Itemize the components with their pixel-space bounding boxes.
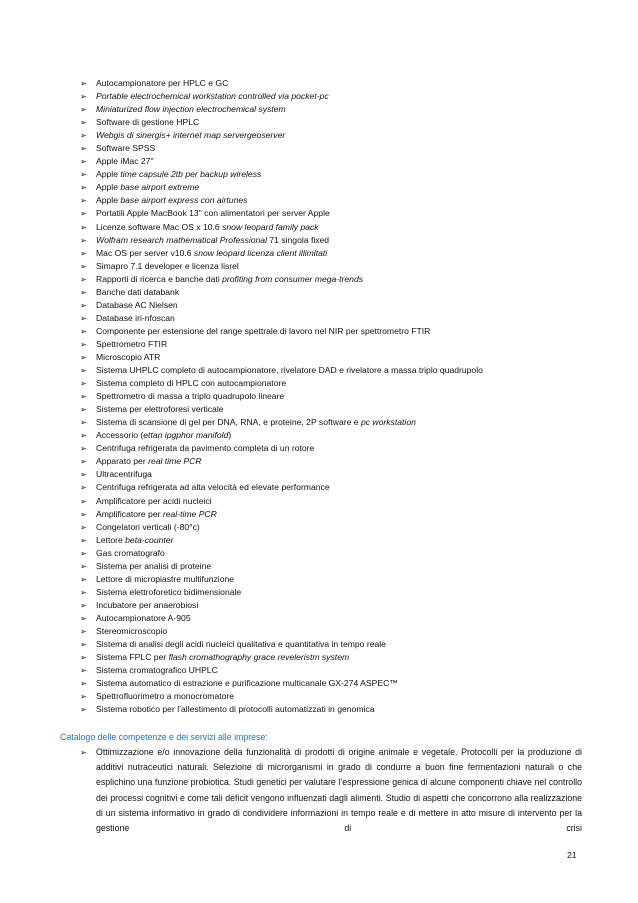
list-item-text: profiting from consumer mega-trends — [222, 273, 364, 284]
list-item — [80, 325, 580, 338]
list-item-text: Miniaturized flow injection electrochemical system — [96, 104, 286, 115]
list-item-text: Sistema per elettroforesi verticale — [96, 404, 224, 415]
list-item — [80, 651, 580, 664]
list-item-text: Software di gestione HPLC — [96, 117, 200, 128]
arrow-bullet-icon: ➢ — [80, 326, 87, 336]
list-item — [80, 560, 580, 573]
list-item-text: Software SPSS — [96, 143, 156, 154]
arrow-bullet-icon: ➢ — [80, 640, 87, 650]
list-item-text: time capsule 2tb per backup wireless — [120, 169, 262, 180]
arrow-bullet-icon: ➢ — [80, 144, 87, 154]
list-item — [80, 416, 580, 429]
list-item — [80, 194, 580, 207]
arrow-bullet-icon: ➢ — [80, 313, 87, 323]
paragraph-text: Ottimizzazione e/o innovazione della funzionalità di prodotti di origine animale e vegetale. Protocolli per la produzione di additivi nutraceutici naturali. Selezione di microrganismi in grado di condurre a buon fine fermentazioni naturali o che esplichino una funzione probiotica. Studi genetici per valutare l’espressione genica di alcune componenti chiave nel controllo dei processi cognitivi e come tali deficit vengono influenzati dagli alimenti. Studio di aspetti che concorrono alla realizzazione di un sistema informativo in grado di condividere informazioni in tempo reale e di mettere in atto misure di intervento per la gestione di crisi — [96, 747, 582, 834]
page-number: 21 — [567, 850, 577, 860]
list-item-text: Sistema cromatografico UHPLC — [96, 665, 218, 676]
arrow-bullet-icon: ➢ — [80, 235, 87, 245]
arrow-bullet-icon: ➢ — [80, 287, 87, 297]
arrow-bullet-icon: ➢ — [80, 261, 87, 271]
arrow-bullet-icon: ➢ — [80, 444, 87, 454]
list-item-text: Sistema robotico per l’allestimento di protocolli automatizzati in genomica — [96, 704, 375, 715]
list-item-text: Rapporti di ricerca e banche dati — [96, 273, 223, 284]
list-item-text: Centrifuga refrigerata da pavimento completa di un rotore — [96, 443, 315, 454]
arrow-bullet-icon: ➢ — [80, 274, 87, 284]
arrow-bullet-icon: ➢ — [80, 248, 87, 258]
list-item-text: Apple — [96, 182, 121, 193]
list-item — [80, 690, 580, 703]
list-item-text: pc workstation — [360, 417, 416, 428]
arrow-bullet-icon: ➢ — [80, 352, 87, 362]
list-item — [80, 599, 580, 612]
list-item — [80, 625, 580, 638]
arrow-bullet-icon: ➢ — [80, 522, 87, 532]
arrow-bullet-icon: ➢ — [80, 509, 87, 519]
list-item — [80, 168, 580, 181]
list-item-text: Apple — [96, 195, 121, 206]
list-item-text: Autocampionatore A-905 — [96, 612, 191, 623]
list-item-text: Lettore di micropiastre multifunzione — [96, 573, 235, 584]
list-item — [80, 495, 580, 508]
list-item — [80, 455, 580, 468]
list-item-text: Sistema automatico di estrazione e purificazione multicanale GX-274 ASPEC™ — [96, 678, 398, 689]
list-item — [80, 534, 580, 547]
arrow-bullet-icon: ➢ — [80, 535, 87, 545]
list-item-text: Ultracentrifuga — [96, 469, 152, 480]
arrow-bullet-icon: ➢ — [80, 653, 87, 663]
list-item — [80, 299, 580, 312]
arrow-bullet-icon: ➢ — [80, 209, 87, 219]
list-item-text: Sistema FPLC per — [96, 652, 169, 663]
arrow-bullet-icon: ➢ — [80, 339, 87, 349]
list-item — [80, 351, 580, 364]
arrow-bullet-icon: ➢ — [80, 157, 87, 167]
list-item-text: ) — [228, 430, 232, 441]
list-item-text: Database AC Nielsen — [96, 299, 178, 310]
list-item-text: Apple iMac 27" — [96, 156, 154, 167]
list-item — [80, 508, 580, 521]
list-item-text: Gas cromatografo — [96, 547, 165, 558]
list-item — [80, 390, 580, 403]
arrow-bullet-icon: ➢ — [80, 300, 87, 310]
list-item-text: Webgis di sinergis+ internet map servergeoserver — [96, 130, 286, 141]
list-item — [80, 312, 580, 325]
section-title: Catalogo delle competenze e dei servizi alle imprese: — [60, 732, 268, 742]
arrow-bullet-icon: ➢ — [80, 379, 87, 389]
list-item-text: Sistema per analisi di proteine — [96, 560, 212, 571]
list-item-text: Accessorio ( — [96, 430, 144, 441]
list-item-text: Simapro 7.1 developer e licenza lisrel — [96, 260, 239, 271]
list-item — [80, 129, 580, 142]
list-item — [80, 521, 580, 534]
list-item — [80, 612, 580, 625]
list-item — [80, 207, 580, 220]
list-item — [80, 338, 580, 351]
list-item-text: ettan ipgphor manifold — [143, 430, 229, 441]
list-item — [80, 638, 580, 651]
arrow-bullet-icon: ➢ — [80, 600, 87, 610]
list-item-text: Sistema completo di HPLC con autocampionatore — [96, 378, 287, 389]
arrow-bullet-icon: ➢ — [80, 679, 87, 689]
equipment-list — [80, 77, 580, 716]
list-item — [80, 703, 580, 716]
list-item-text: beta-counter — [125, 534, 174, 545]
arrow-bullet-icon: ➢ — [80, 748, 87, 757]
list-item-text: flash cromathography grace reveleristm system — [168, 652, 350, 663]
list-item — [80, 429, 580, 442]
arrow-bullet-icon: ➢ — [80, 222, 87, 232]
arrow-bullet-icon: ➢ — [80, 483, 87, 493]
arrow-bullet-icon: ➢ — [80, 692, 87, 702]
arrow-bullet-icon: ➢ — [80, 666, 87, 676]
list-item — [80, 247, 580, 260]
arrow-bullet-icon: ➢ — [80, 496, 87, 506]
arrow-bullet-icon: ➢ — [80, 626, 87, 636]
list-item-text: Apple — [96, 169, 121, 180]
list-item — [80, 142, 580, 155]
list-item — [80, 77, 580, 90]
arrow-bullet-icon: ➢ — [80, 183, 87, 193]
list-item — [80, 547, 580, 560]
list-item — [80, 468, 580, 481]
arrow-bullet-icon: ➢ — [80, 613, 87, 623]
list-item-text: Sistema di analisi degli acidi nucleici qualitativa e quantitativa in tempo reale — [96, 639, 386, 650]
arrow-bullet-icon: ➢ — [80, 118, 87, 128]
list-item — [80, 586, 580, 599]
list-item — [80, 103, 580, 116]
list-item-text: Stereomicroscopio — [96, 625, 168, 636]
arrow-bullet-icon: ➢ — [80, 574, 87, 584]
arrow-bullet-icon: ➢ — [80, 196, 87, 206]
list-item-text: Sistema di scansione di gel per DNA, RNA, e proteine, 2P software e — [96, 417, 361, 428]
arrow-bullet-icon: ➢ — [80, 457, 87, 467]
arrow-bullet-icon: ➢ — [80, 431, 87, 441]
arrow-bullet-icon: ➢ — [80, 705, 87, 715]
list-item-text: snow leopard family pack — [222, 221, 319, 232]
list-item-text: Apparato per — [96, 456, 149, 467]
arrow-bullet-icon: ➢ — [80, 561, 87, 571]
list-item-text: snow leopard licenza client illimitati — [193, 247, 328, 258]
list-item-text: Spettrometro FTIR — [96, 338, 168, 349]
list-item — [80, 677, 580, 690]
arrow-bullet-icon: ➢ — [80, 131, 87, 141]
list-item-text: 71 singola fixed — [266, 234, 330, 245]
list-item-text: base airport express con airtunes — [120, 195, 248, 206]
list-item — [80, 90, 580, 103]
arrow-bullet-icon: ➢ — [80, 405, 87, 415]
list-item-text: Lettore — [96, 534, 126, 545]
list-item — [80, 364, 580, 377]
list-item-text: Sistema UHPLC completo di autocampionatore, rivelatore DAD e rivelatore a massa triplo quadrupolo — [96, 365, 483, 376]
list-item-text: base airport extreme — [120, 182, 200, 193]
list-item-text: Congelatori verticali (-80°c) — [96, 521, 200, 532]
list-item — [80, 234, 580, 247]
arrow-bullet-icon: ➢ — [80, 548, 87, 558]
list-item-text: Amplificatore per — [96, 508, 163, 519]
list-item — [80, 273, 580, 286]
list-item-text: Spettrofluorimetro a monocromatore — [96, 691, 235, 702]
list-item — [80, 481, 580, 494]
list-item-text: Incubatore per anaerobiosi — [96, 599, 199, 610]
list-item-text: Licenze software Mac OS x 10.6 — [96, 221, 223, 232]
list-item-text: Amplificatore per acidi nucleici — [96, 495, 212, 506]
arrow-bullet-icon: ➢ — [80, 79, 87, 88]
services-paragraph — [80, 745, 582, 836]
list-item — [80, 221, 580, 234]
arrow-bullet-icon: ➢ — [80, 392, 87, 402]
list-item — [80, 664, 580, 677]
arrow-bullet-icon: ➢ — [80, 170, 87, 180]
list-item — [80, 286, 580, 299]
list-item-text: Spettrometro di massa a triplo quadrupolo lineare — [96, 391, 285, 402]
list-item-text: Portatili Apple MacBook 13" con alimentatori per server Apple — [96, 208, 330, 219]
arrow-bullet-icon: ➢ — [80, 470, 87, 480]
list-item-text: Centrifuga refrigerata ad alta velocità ed elevate performance — [96, 482, 330, 493]
list-item — [80, 116, 580, 129]
list-item-text: Mac OS per server v10.6 — [96, 247, 194, 258]
list-item-text: real-time PCR — [162, 508, 217, 519]
list-item-text: Wolfram research mathematical Professional — [96, 234, 267, 245]
list-item — [80, 573, 580, 586]
arrow-bullet-icon: ➢ — [80, 366, 87, 376]
arrow-bullet-icon: ➢ — [80, 587, 87, 597]
list-item — [80, 442, 580, 455]
arrow-bullet-icon: ➢ — [80, 418, 87, 428]
arrow-bullet-icon: ➢ — [80, 105, 87, 115]
list-item-text: Sistema elettroforetico bidimensionale — [96, 586, 242, 597]
list-item — [80, 260, 580, 273]
list-item-text: Microscopio ATR — [96, 351, 161, 362]
list-item-text: Database iri-nfoscan — [96, 312, 175, 323]
list-item — [80, 403, 580, 416]
list-item-text: Componente per estensione del range spettrale di lavoro nel NIR per spettrometro FTIR — [96, 325, 431, 336]
list-item-text: Portable electrochemical workstation controlled via pocket-pc — [96, 91, 329, 102]
list-item-text: Banche dati databank — [96, 286, 180, 297]
list-item — [80, 181, 580, 194]
list-item — [80, 377, 580, 390]
list-item-text: real time PCR — [148, 456, 202, 467]
arrow-bullet-icon: ➢ — [80, 92, 87, 102]
list-item-text: Autocampionatore per HPLC e GC — [96, 78, 229, 88]
list-item — [80, 155, 580, 168]
